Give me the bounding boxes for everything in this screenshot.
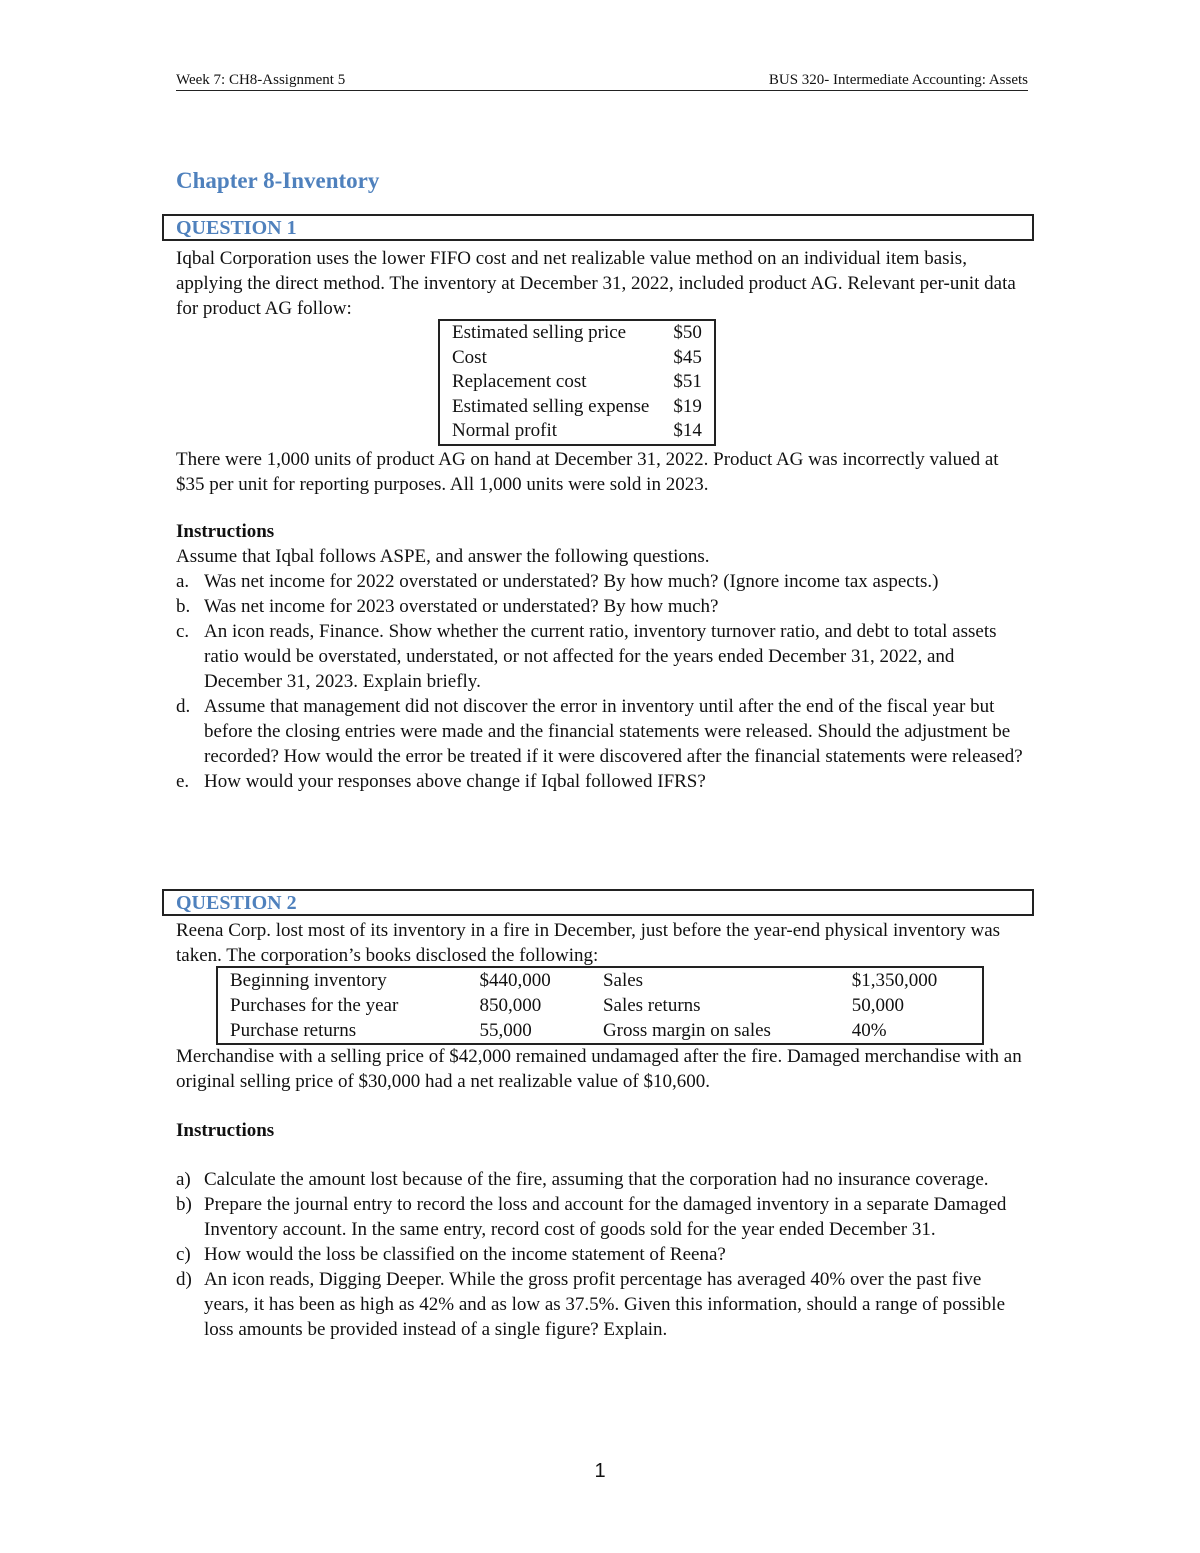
table-cell: 40% xyxy=(851,1020,887,1041)
list-item xyxy=(176,694,1028,769)
chapter-title: Chapter 8-Inventory xyxy=(176,168,380,193)
item-marker: b. xyxy=(176,596,191,617)
table-label: Normal profit xyxy=(452,420,558,441)
table-row xyxy=(217,967,983,993)
question-2-heading: QUESTION 2 xyxy=(162,889,1034,916)
question-1-intro: Iqbal Corporation uses the lower FIFO cost and net realizable value method on an individual item basis, applying the direct method. The inventory at December 31, 2022, included product AG. Relevant per-unit data for product AG follow: xyxy=(176,248,1016,319)
item-text: How would your responses above change if Iqbal followed IFRS? xyxy=(204,771,706,792)
table-cell: Purchases for the year xyxy=(230,995,399,1016)
question-1-items xyxy=(176,569,1028,794)
table-cell: Sales xyxy=(602,970,644,991)
question-2-items xyxy=(176,1167,1028,1342)
table-label: Estimated selling price xyxy=(452,322,627,343)
table-cell: Beginning inventory xyxy=(230,970,387,991)
item-marker: a) xyxy=(176,1169,191,1190)
item-marker: c. xyxy=(176,621,190,642)
table-cell: 50,000 xyxy=(851,995,905,1016)
table-value: $14 xyxy=(673,420,702,441)
reena-books-table xyxy=(216,966,984,1045)
question-1-instructions-intro: Assume that Iqbal follows ASPE, and answer the following questions. xyxy=(176,546,710,567)
table-cell: $440,000 xyxy=(479,970,551,991)
item-marker: d. xyxy=(176,696,191,717)
table-label: Replacement cost xyxy=(452,371,587,392)
table-row xyxy=(217,993,983,1018)
table-row xyxy=(439,395,715,420)
item-text: An icon reads, Digging Deeper. While the gross profit percentage has averaged 40% over the past five years, it has been as high as 42% and as low as 37.5%. Given this information, should a range of possible loss amounts be provided instead of a single figure? Explain. xyxy=(204,1269,1006,1340)
item-text: How would the loss be classified on the income statement of Reena? xyxy=(204,1244,726,1265)
question-1-details: There were 1,000 units of product AG on hand at December 31, 2022. Product AG was incorrectly valued at $35 per unit for reporting purposes. All 1,000 units were sold in 2023. xyxy=(176,449,999,495)
item-marker: d) xyxy=(176,1269,192,1290)
question-1-instructions-title: Instructions xyxy=(176,521,275,542)
table-row xyxy=(439,419,715,445)
table-cell: Gross margin on sales xyxy=(602,1020,771,1041)
item-text: Assume that management did not discover the error in inventory until after the end of the fiscal year but before the closing entries were made and the financial statements were released. Should the adjustment be recorded? How would the error be treated if it were discovered after the financial statements were released? xyxy=(204,696,1023,767)
page-header xyxy=(176,72,1028,91)
table-row xyxy=(439,346,715,371)
list-item xyxy=(176,1192,1028,1242)
header-left: Week 7: CH8-Assignment 5 xyxy=(176,72,346,88)
table-value: $50 xyxy=(673,322,702,343)
product-ag-data-table xyxy=(438,319,716,446)
item-text: Prepare the journal entry to record the loss and account for the damaged inventory in a separate Damaged Inventory account. In the same entry, record cost of goods sold for the year ended December 31. xyxy=(204,1194,1007,1240)
item-text: An icon reads, Finance. Show whether the current ratio, inventory turnover ratio, and debt to total assets ratio would be overstated, understated, or not affected for the years ended December 31, 2022, and December 31, 2023. Explain briefly. xyxy=(204,621,997,692)
table-row xyxy=(217,1018,983,1044)
item-marker: b) xyxy=(176,1194,192,1215)
item-marker: c) xyxy=(176,1244,191,1265)
table-row xyxy=(439,370,715,395)
item-text: Was net income for 2022 overstated or understated? By how much? (Ignore income tax aspects.) xyxy=(204,571,939,592)
question-2-intro: Reena Corp. lost most of its inventory in a fire in December, just before the year-end physical inventory was taken. The corporation’s books disclosed the following: xyxy=(176,920,1001,966)
table-cell: $1,350,000 xyxy=(851,970,938,991)
question-2-instructions-title: Instructions xyxy=(176,1120,275,1141)
table-cell: Sales returns xyxy=(602,995,701,1016)
question-2-details: Merchandise with a selling price of $42,000 remained undamaged after the fire. Damaged merchandise with an original selling price of $30,000 had a net realizable value of $10,600. xyxy=(176,1046,1022,1092)
item-text: Calculate the amount lost because of the fire, assuming that the corporation had no insurance coverage. xyxy=(204,1169,989,1190)
list-item xyxy=(176,594,1028,619)
header-right: BUS 320- Intermediate Accounting: Assets xyxy=(768,72,1028,88)
table-value: $19 xyxy=(673,395,702,417)
list-item xyxy=(176,1167,1028,1192)
list-item xyxy=(176,1267,1028,1342)
page-number: 1 xyxy=(594,1460,606,1482)
list-item xyxy=(176,769,1028,794)
table-label: Estimated selling expense xyxy=(452,395,650,417)
table-row xyxy=(439,320,715,346)
question-1-heading: QUESTION 1 xyxy=(162,214,1034,241)
list-item xyxy=(176,619,1028,694)
table-value: $45 xyxy=(673,346,702,368)
table-value: $51 xyxy=(673,371,702,392)
table-cell: 55,000 xyxy=(479,1020,532,1041)
item-marker: a. xyxy=(176,571,190,592)
list-item xyxy=(176,569,1028,594)
table-cell: Purchase returns xyxy=(230,1020,357,1041)
table-label: Cost xyxy=(452,346,487,368)
table-cell: 850,000 xyxy=(479,995,542,1016)
item-marker: e. xyxy=(176,771,190,792)
item-text: Was net income for 2023 overstated or understated? By how much? xyxy=(204,596,719,617)
list-item xyxy=(176,1242,1028,1267)
